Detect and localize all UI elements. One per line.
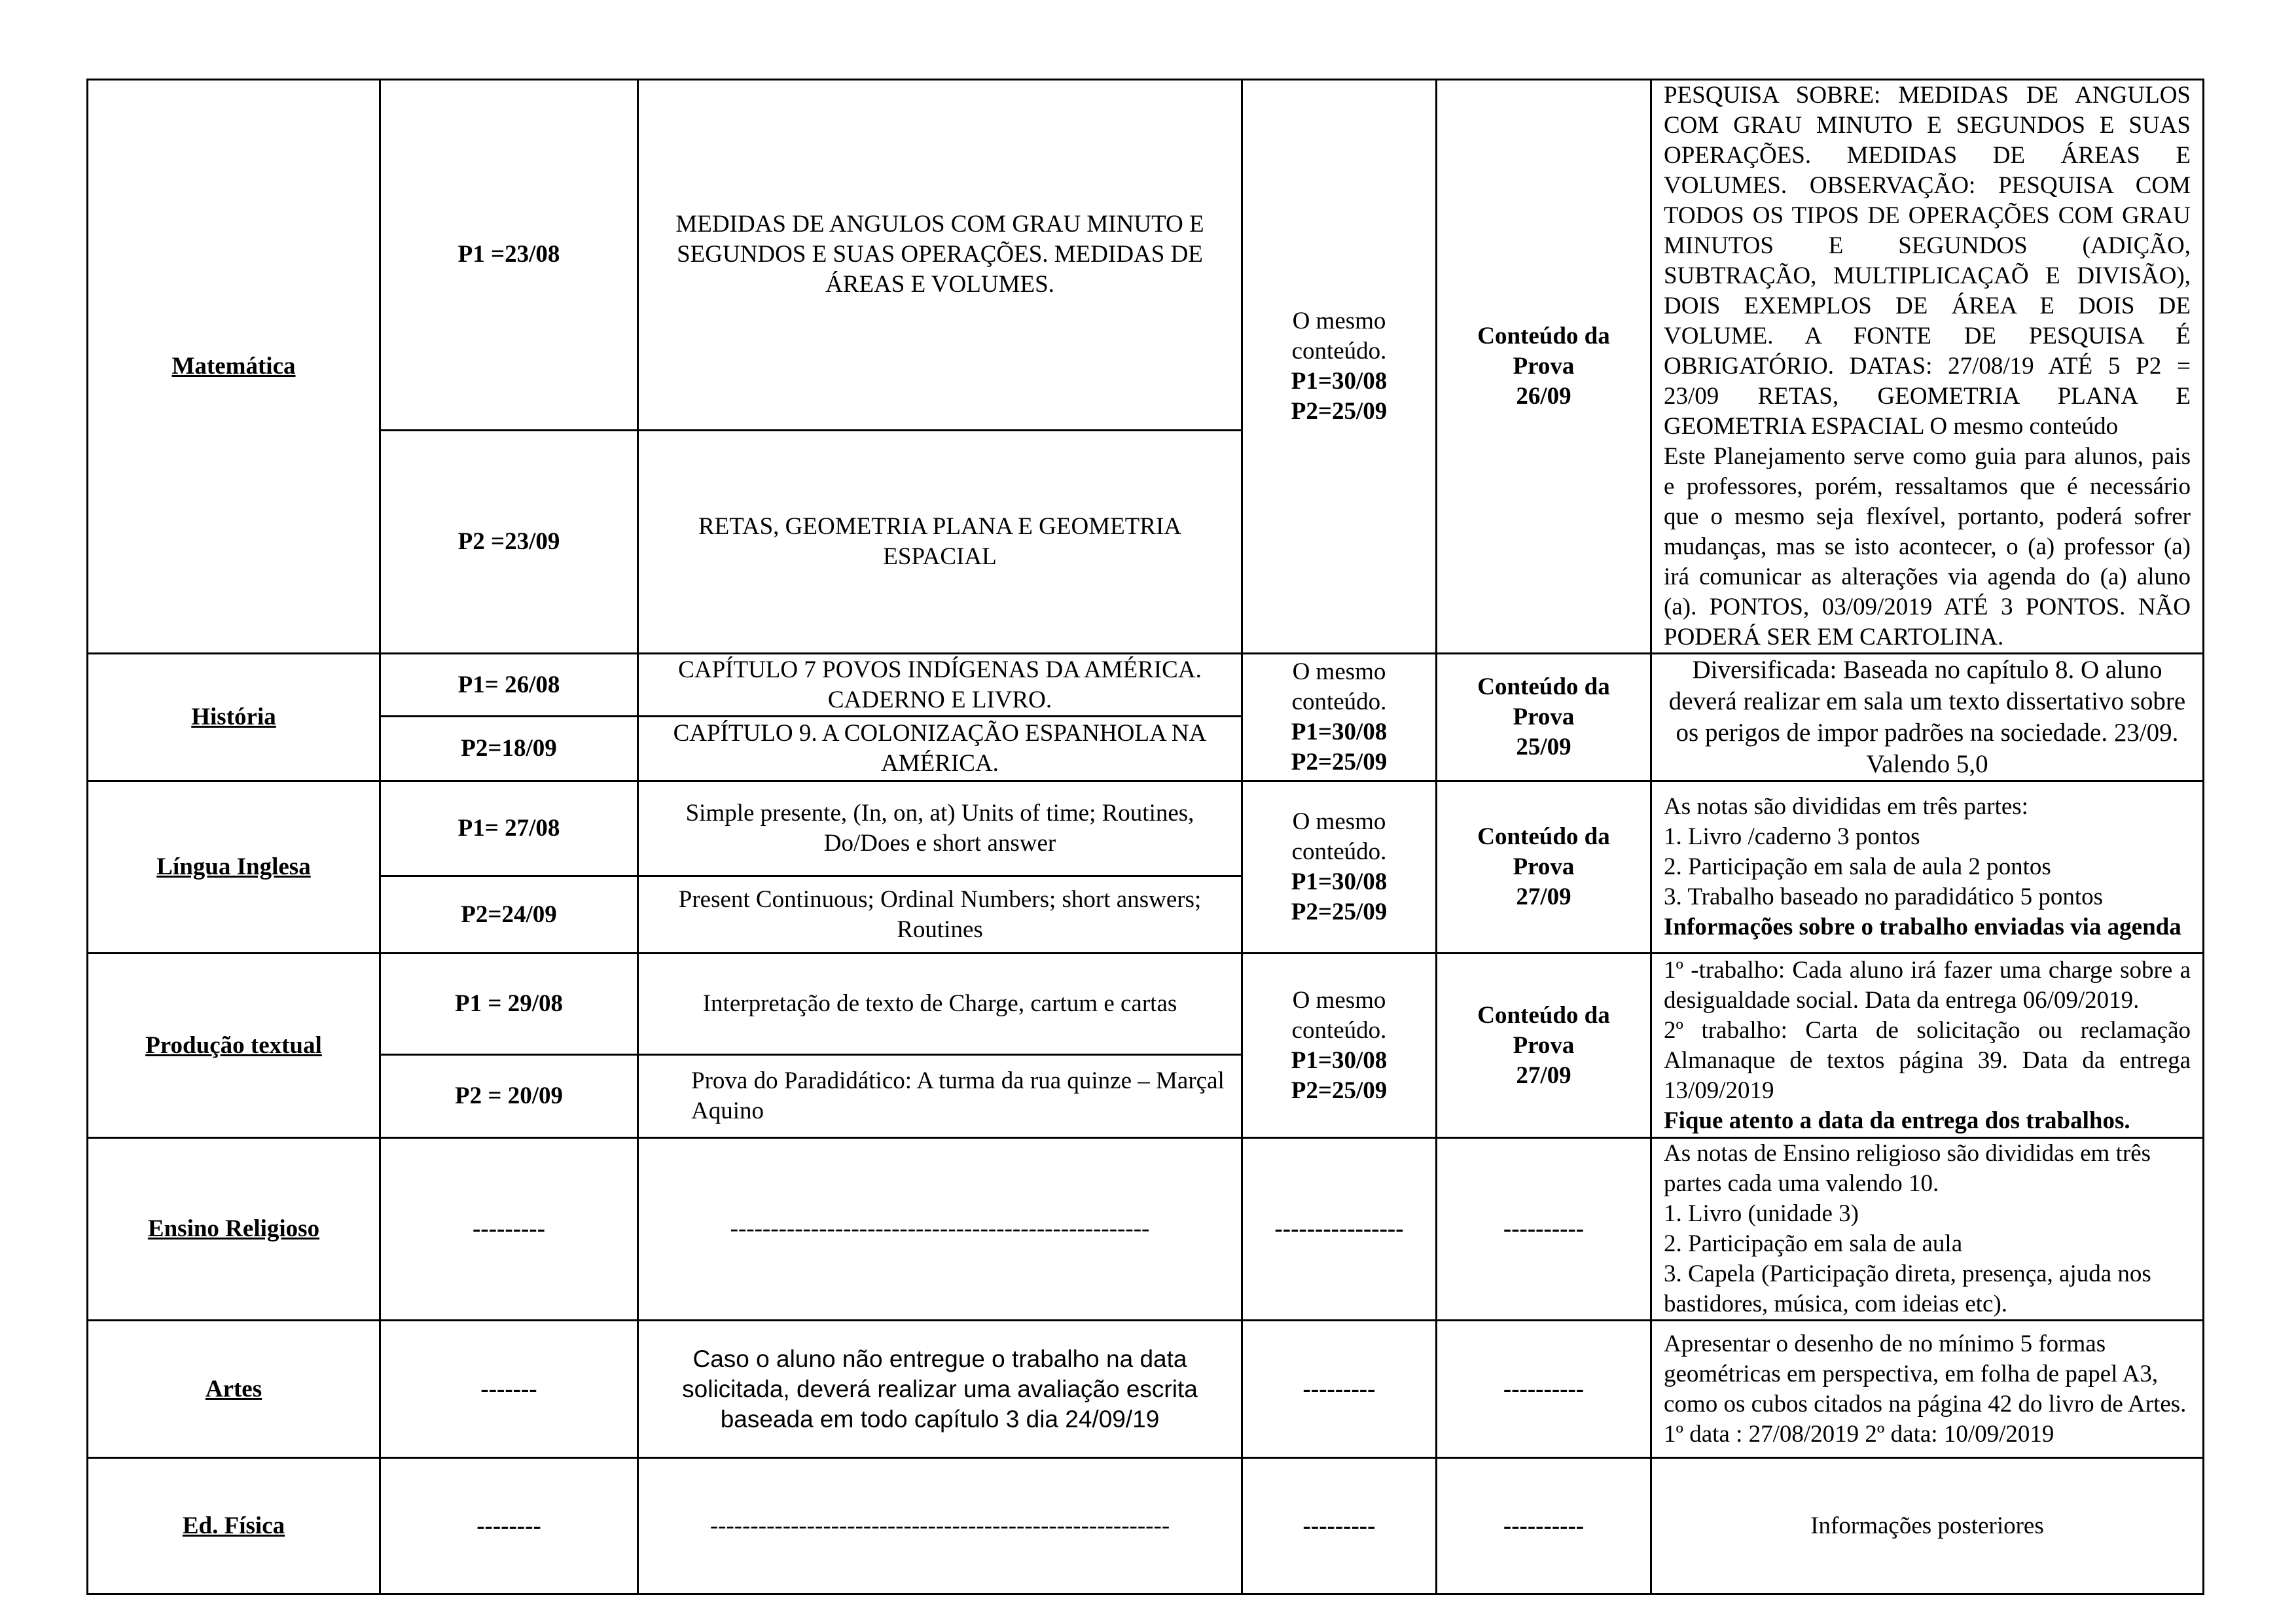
obs-bold-line: Informações sobre o trabalho enviadas via agenda [1664, 914, 2181, 940]
obs-bold-line: Fique atento a data da entrega dos trabalhos. [1664, 1107, 2130, 1134]
p2-content: CAPÍTULO 9. A COLONIZAÇÃO ESPANHOLA NA AMÉRICA. [638, 717, 1242, 781]
rec-line: P2=25/09 [1291, 398, 1388, 425]
exam-line: Conteúdo da [1477, 323, 1610, 349]
recovery-empty: --------- [1242, 1458, 1437, 1594]
rec-line: conteúdo. [1291, 838, 1387, 865]
subject-religioso: Ensino Religioso [88, 1138, 380, 1321]
p1-date: P1 = 29/08 [380, 954, 638, 1055]
p2-date: P2=18/09 [380, 717, 638, 781]
exam-empty: ---------- [1437, 1458, 1651, 1594]
content-cell: Caso o aluno não entregue o trabalho na data solicitada, deverá realizar uma avaliação escrita baseada em todo capítulo 3 dia 24/09/19 [638, 1321, 1242, 1458]
observations-cell [1651, 781, 2204, 954]
p-dates-empty: ------- [380, 1321, 638, 1458]
rec-line: O mesmo [1292, 808, 1386, 835]
rec-line: P2=25/09 [1291, 899, 1388, 925]
exam-cell [1437, 654, 1651, 781]
p1-date: P1 =23/08 [380, 80, 638, 431]
p1-content: Interpretação de texto de Charge, cartum e cartas [638, 954, 1242, 1055]
rec-line: P2=25/09 [1291, 1077, 1388, 1104]
exam-line: Prova [1513, 353, 1575, 380]
rec-line: O mesmo [1292, 658, 1386, 685]
rec-line: P1=30/08 [1291, 1046, 1388, 1074]
exam-line: Conteúdo da [1477, 823, 1610, 850]
row-artes [88, 1321, 2204, 1458]
obs-research: PESQUISA SOBRE: MEDIDAS DE ANGULOS COM GRAU MINUTO E SEGUNDOS E SUAS OPERAÇÕES. MEDIDAS DE ÁREAS E VOLUMES. OBSERVAÇÃO: PESQUISA COM TODOS OS TIPOS DE OPERAÇÕES COM GRAU MINUTOS E SEGUNDOS (ADIÇÃO, SUBTRAÇÃO, MULTIPLICAÇAÕ E DIVISÃO), DOIS EXEMPLOS DE ÁREA E DOIS DE VOLUME. A FONTE DE PESQUISA É OBRIGATÓRIO. DATAS: 27/08/19 ATÉ 5 P2 = 23/09 RETAS, GEOMETRIA PLANA E GEOMETRIA ESPACIAL O mesmo conteúdo [1664, 82, 2191, 440]
content-empty: ---------------------------------------------------- [638, 1138, 1242, 1321]
row-edfisica [88, 1458, 2204, 1594]
exam-line: 27/09 [1516, 1061, 1571, 1089]
observations-cell: Informações posteriores [1651, 1458, 2204, 1594]
p-dates-empty: --------- [380, 1138, 638, 1321]
rec-line: conteúdo. [1291, 338, 1387, 365]
rec-line: O mesmo [1292, 308, 1386, 334]
recovery-empty: --------- [1242, 1321, 1437, 1458]
obs-line: 1. Livro (unidade 3) [1664, 1200, 1859, 1227]
observations-cell: Apresentar o desenho de no mínimo 5 formas geométricas em perspectiva, em folha de papel A3, como os cubos citados na página 42 do livro de Artes. 1º data : 27/08/2019 2º data: 10/09/2019 [1651, 1321, 2204, 1458]
row-religioso [88, 1138, 2204, 1321]
p1-content: CAPÍTULO 7 POVOS INDÍGENAS DA AMÉRICA. CADERNO E LIVRO. [638, 654, 1242, 717]
p1-date: P1= 26/08 [380, 654, 638, 717]
row-producao-p1 [88, 954, 2204, 1055]
obs-line: 3. Trabalho baseado no paradidático 5 pontos [1664, 883, 2104, 910]
obs-line: 3. Capela (Participação direta, presença, ajuda nos bastidores, música, com ideias etc). [1664, 1260, 2151, 1317]
obs-work-2: 2º trabalho: Carta de solicitação ou reclamação Almanaque de textos página 39. Data da entrega 13/09/2019 [1664, 1016, 2191, 1104]
p2-content: Present Continuous; Ordinal Numbers; short answers; Routines [638, 876, 1242, 954]
rec-line: conteúdo. [1291, 1016, 1387, 1044]
observations-cell: Diversificada: Baseada no capítulo 8. O aluno deverá realizar em sala um texto dissertativo sobre os perigos de impor padrões na sociedade. 23/09. Valendo 5,0 [1651, 654, 2204, 781]
obs-work-1: 1º -trabalho: Cada aluno irá fazer uma charge sobre a desigualdade social. Data da entrega 06/09/2019. [1664, 956, 2191, 1014]
p2-content: RETAS, GEOMETRIA PLANA E GEOMETRIA ESPACIAL [638, 430, 1242, 653]
p1-content: MEDIDAS DE ANGULOS COM GRAU MINUTO E SEGUNDOS E SUAS OPERAÇÕES. MEDIDAS DE ÁREAS E VOLUMES. [638, 80, 1242, 431]
rec-line: P1=30/08 [1291, 368, 1388, 395]
observations-cell [1651, 954, 2204, 1138]
recovery-cell [1242, 80, 1437, 654]
exam-line: Conteúdo da [1477, 1001, 1610, 1029]
row-matematica-p1 [88, 80, 2204, 431]
p2-date: P2 =23/09 [380, 430, 638, 653]
exam-empty: ---------- [1437, 1138, 1651, 1321]
subject-ingles: Língua Inglesa [88, 781, 380, 954]
exam-cell [1437, 954, 1651, 1138]
p2-date: P2=24/09 [380, 876, 638, 954]
rec-line: P2=25/09 [1291, 749, 1388, 776]
p2-date: P2 = 20/09 [380, 1055, 638, 1138]
p-dates-empty: -------- [380, 1458, 638, 1594]
recovery-cell [1242, 954, 1437, 1138]
exam-line: 25/09 [1516, 734, 1571, 760]
p1-date: P1= 27/08 [380, 781, 638, 876]
exam-cell [1437, 781, 1651, 954]
row-ingles-p1 [88, 781, 2204, 876]
obs-line: 1. Livro /caderno 3 pontos [1664, 823, 1920, 850]
observations-cell [1651, 1138, 2204, 1321]
exam-line: Prova [1513, 853, 1575, 880]
obs-line: As notas são divididas em três partes: [1664, 793, 2028, 820]
subject-historia: História [88, 654, 380, 781]
obs-note: Este Planejamento serve como guia para alunos, pais e professores, porém, ressaltamos que é necessário que o mesmo seja flexível, portanto, poderá sofrer mudanças, mas se isto acontecer, o (a) professor (a) irá comunicar as alterações via agenda do (a) aluno (a). PONTOS, 03/09/2019 ATÉ 3 PONTOS. NÃO PODERÁ SER EM CARTOLINA. [1664, 443, 2191, 651]
p2-content: Prova do Paradidático: A turma da rua quinze – Marçal Aquino [638, 1055, 1242, 1138]
rec-line: O mesmo [1292, 986, 1386, 1014]
exam-line: 26/09 [1516, 383, 1571, 410]
obs-line: 2. Participação em sala de aula [1664, 1230, 1963, 1257]
subject-producao: Produção textual [88, 954, 380, 1138]
recovery-cell [1242, 654, 1437, 781]
content-empty: --------------------------------------------------------- [638, 1458, 1242, 1594]
subject-edfisica: Ed. Física [88, 1458, 380, 1594]
exam-cell [1437, 80, 1651, 654]
exam-line: Conteúdo da [1477, 673, 1610, 700]
obs-line: As notas de Ensino religioso são divididas em três partes cada uma valendo 10. [1664, 1140, 2151, 1197]
subject-matematica: Matemática [88, 80, 380, 654]
planning-table [86, 79, 2204, 1595]
rec-line: P1=30/08 [1291, 719, 1388, 745]
row-historia-p1 [88, 654, 2204, 717]
recovery-empty: ---------------- [1242, 1138, 1437, 1321]
observations-cell [1651, 80, 2204, 654]
exam-line: Prova [1513, 704, 1575, 730]
rec-line: conteúdo. [1291, 688, 1387, 715]
rec-line: P1=30/08 [1291, 868, 1388, 895]
exam-empty: ---------- [1437, 1321, 1651, 1458]
obs-line: 2. Participação em sala de aula 2 pontos [1664, 853, 2051, 880]
subject-artes: Artes [88, 1321, 380, 1458]
exam-line: 27/09 [1516, 883, 1571, 910]
exam-line: Prova [1513, 1031, 1575, 1059]
p1-content: Simple presente, (In, on, at) Units of time; Routines, Do/Does e short answer [638, 781, 1242, 876]
recovery-cell [1242, 781, 1437, 954]
